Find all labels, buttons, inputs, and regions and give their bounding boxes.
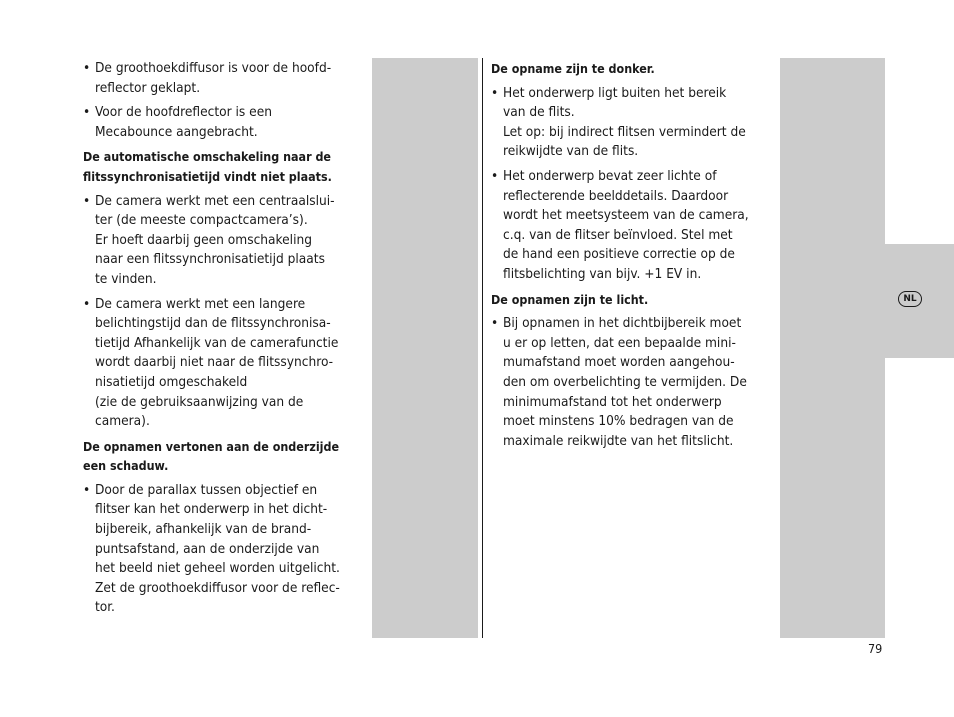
text-line: wordt het meetsysteem van de camera, bbox=[503, 207, 749, 224]
text-line: tor. bbox=[95, 599, 115, 616]
text-line: flitser kan het onderwerp in het dicht- bbox=[95, 501, 328, 518]
gray-band-right bbox=[780, 58, 885, 638]
section-heading bbox=[83, 147, 373, 186]
bullet-item bbox=[83, 295, 373, 432]
text-line: Voor de hoofdreflector is een bbox=[95, 104, 272, 121]
text-line: den om overbelichting te vermijden. De bbox=[503, 373, 747, 390]
section-heading bbox=[491, 59, 781, 79]
heading-line: De automatische omschakeling naar de bbox=[83, 149, 331, 165]
text-line: Let op: bij indirect flitsen vermindert de bbox=[503, 123, 746, 140]
text-line: flitsbelichting van bijv. +1 EV in. bbox=[503, 265, 702, 282]
right-column bbox=[491, 59, 781, 456]
text-line: maximale reikwijdte van het flitslicht. bbox=[503, 432, 734, 449]
text-line: de hand een positieve correctie op de bbox=[503, 246, 735, 263]
text-line: puntsafstand, aan de onderzijde van bbox=[95, 540, 320, 557]
text-line: Door de parallax tussen objectief en bbox=[95, 481, 318, 498]
text-line: reflecterende beelddetails. Daardoor bbox=[503, 187, 729, 204]
bullet-item bbox=[83, 481, 373, 618]
text-line: u er op letten, dat een bepaalde mini- bbox=[503, 334, 736, 351]
text-line: Bij opnamen in het dichtbijbereik moet bbox=[503, 315, 742, 332]
bullet-dot: • bbox=[83, 295, 91, 312]
text-line: van de flits. bbox=[503, 104, 575, 121]
bullet-item bbox=[491, 167, 781, 285]
text-line: c.q. van de flitser beïnvloed. Stel met bbox=[503, 226, 733, 243]
text-line: wordt daarbij niet naar de flitssynchro- bbox=[95, 354, 334, 371]
gray-band-left bbox=[372, 58, 478, 638]
text-line: De groothoekdiffusor is voor de hoofd- bbox=[95, 60, 332, 76]
heading-line: flitssynchronisatietijd vindt niet plaats. bbox=[83, 168, 332, 184]
text-line: Er hoeft daarbij geen omschakeling bbox=[95, 231, 312, 248]
text-line: minimumafstand tot het onderwerp bbox=[503, 393, 722, 410]
text-line: Zet de groothoekdiffusor voor de reflec- bbox=[95, 579, 340, 596]
language-badge: NL bbox=[898, 291, 922, 307]
bullet-dot: • bbox=[83, 60, 91, 76]
column-divider bbox=[482, 58, 483, 638]
bullet-dot: • bbox=[83, 481, 91, 498]
text-line: Het onderwerp bevat zeer lichte of bbox=[503, 167, 717, 184]
page-number: 79 bbox=[868, 641, 883, 656]
text-line: reflector geklapt. bbox=[95, 79, 201, 96]
heading-line: een schaduw. bbox=[83, 458, 169, 474]
section-heading bbox=[83, 437, 373, 476]
bullet-item bbox=[83, 103, 373, 142]
bullet-item bbox=[491, 314, 781, 451]
text-line: ter (de meeste compactcamera’s). bbox=[95, 212, 308, 229]
heading-line: De opname zijn te donker. bbox=[491, 61, 655, 76]
text-line: reikwijdte van de flits. bbox=[503, 143, 639, 160]
text-line: nisatietijd omgeschakeld bbox=[95, 373, 248, 390]
bullet-item bbox=[491, 84, 781, 162]
text-line: Het onderwerp ligt buiten het bereik bbox=[503, 84, 727, 101]
text-line: bijbereik, afhankelijk van de brand- bbox=[95, 521, 312, 538]
bullet-item bbox=[83, 59, 373, 98]
text-line: De camera werkt met een langere bbox=[95, 295, 306, 312]
text-line: het beeld niet geheel worden uitgelicht. bbox=[95, 560, 340, 577]
text-line: De camera werkt met een centraalslui- bbox=[95, 192, 335, 209]
text-line: (zie de gebruiksaanwijzing van de bbox=[95, 393, 304, 410]
text-line: belichtingstijd dan de flitssynchronisa- bbox=[95, 315, 331, 332]
bullet-dot: • bbox=[491, 315, 499, 332]
heading-line: De opnamen zijn te licht. bbox=[491, 291, 649, 307]
bullet-dot: • bbox=[83, 104, 91, 121]
text-line: mumafstand moet worden aangehou- bbox=[503, 354, 735, 371]
text-line: camera). bbox=[95, 413, 150, 430]
text-line: Mecabounce aangebracht. bbox=[95, 123, 258, 140]
bullet-dot: • bbox=[83, 192, 91, 209]
text-line: moet minstens 10% bedragen van de bbox=[503, 413, 734, 430]
bullet-dot: • bbox=[491, 167, 499, 184]
text-line: te vinden. bbox=[95, 270, 157, 287]
section-heading bbox=[491, 290, 781, 310]
text-line: tietijd Afhankelijk van de camerafunctie bbox=[95, 334, 339, 351]
bullet-dot: • bbox=[491, 84, 499, 101]
bullet-item bbox=[83, 192, 373, 290]
text-line: naar een flitssynchronisatietijd plaats bbox=[95, 251, 325, 268]
left-column bbox=[83, 59, 373, 623]
heading-line: De opnamen vertonen aan de onderzijde bbox=[83, 438, 340, 454]
